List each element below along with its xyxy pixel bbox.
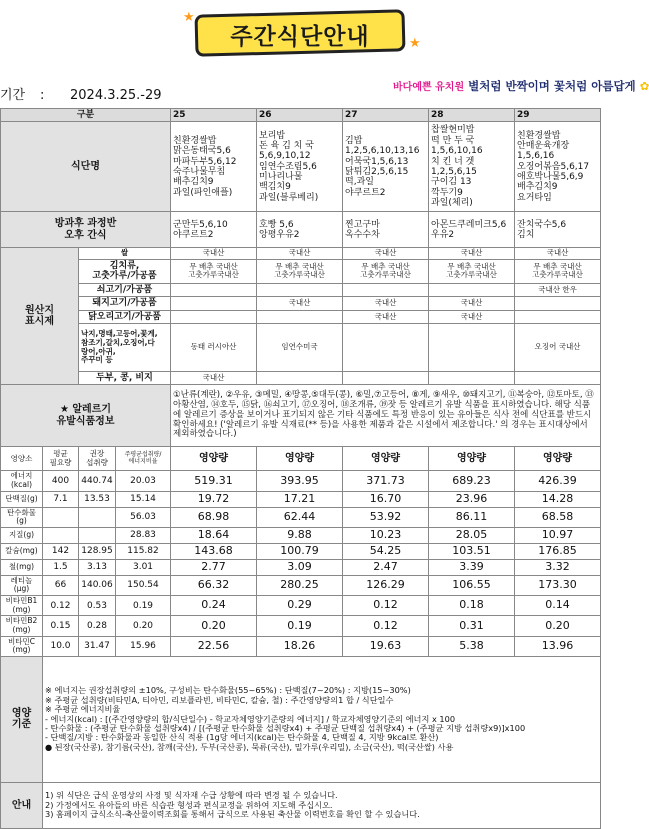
allergy-label-line2: 유발식품정보 [56, 415, 115, 427]
nutrient-week: 20.03 [116, 471, 171, 491]
slogan-text: 별처럼 반짝이며 꽃처럼 아름답게 [468, 79, 636, 93]
nutrient-day-value: 9.88 [257, 527, 343, 543]
nutrient-day-value: 22.56 [171, 636, 257, 656]
nutrition-day-header: 영양량 [171, 447, 257, 471]
nutrient-rec: 128.95 [79, 543, 116, 559]
notice-line: 2) 가정에서도 유아들의 바른 식습관 형성과 편식교정을 위하여 지도해 주십시오. [45, 799, 333, 810]
nutrient-day-value: 393.95 [257, 471, 343, 491]
nutrition-day-header: 영양량 [515, 447, 601, 471]
nutrient-day-value: 62.44 [257, 507, 343, 527]
allergy-info: ①난류(계란), ②우유, ③메밀, ④땅콩,⑤대두(콩), ⑥밀,⑦고등어, ⑧게, ⑨새우, ⑩돼지고기, ⑪복숭아, ⑫토마토, ⑬아황산염, ⑭호두, ⑮닭, ⑯쇠고기, ⑰오징어, ⑱조개류, ⑲잣 등 알레르기 유발 식품을 표시하였습니다. 해당 식품에 알레르기 증상을 보이거나 표기되지 않은 기타 식품에도 특정 반응이 있는 유아들은 식사 전에 식단표를 반드시 확인하세요! ('알레르기 유발 식재료(** 등)을 사용한 제품과 같은 시설에서 제조합니다.' 의 경우는 표시대상에서 제외하였습니다.) [171, 385, 601, 447]
nutrient-day-value: 10.23 [343, 527, 429, 543]
star-icon: ★ [183, 10, 195, 25]
nutrient-day-value: 126.29 [343, 575, 429, 595]
nutrient-week: 56.03 [116, 507, 171, 527]
origin-row [1, 283, 601, 296]
nutrition-row [1, 527, 601, 543]
standard-line: - 탄수화물 : (주평균 탄수화물 섭취량x4) / [(주평균 탄수화물 섭취량x4) + 주평균 단백질 섭취량x4) + (주평균 지방 섭취량x9)]x100 [45, 723, 526, 734]
nutrient-week: 150.54 [116, 575, 171, 595]
origin-cell: 국내산 한우 [515, 283, 601, 296]
nutrition-day-header: 영양량 [429, 447, 515, 471]
origin-cell: 국내산 [171, 248, 257, 260]
header-label: 구분 [1, 109, 171, 122]
origin-cell [171, 283, 257, 296]
nutrient-day-value: 13.96 [515, 636, 601, 656]
nutrient-day-value: 0.20 [515, 616, 601, 636]
nutrition-col-avg: 평균 필요량 [43, 447, 79, 471]
nutrient-day-value: 19.72 [171, 491, 257, 507]
snack-label [1, 212, 171, 248]
nutrient-day-value: 23.96 [429, 491, 515, 507]
origin-cell [515, 372, 601, 385]
standard-line: ※ 에너지는 권장섭취량의 ±10%, 구성비는 탄수화물(55~65%) : 단백질(7~20%) : 지방(15~30%) [45, 685, 411, 696]
allergy-row [1, 385, 601, 447]
nutrient-rec: 0.53 [79, 596, 116, 616]
origin-cell: 국내산 [343, 310, 429, 323]
origin-item-name: 두부, 콩, 비지 [79, 372, 171, 385]
standard-line: - 에너지(kcal) : [(주간영양량의 합/식단일수) - 학교자체영양기준량의 에너지] / 학교자체영양기준의 에너지 x 100 [45, 713, 456, 724]
nutrient-day-value: 280.25 [257, 575, 343, 595]
nutrient-day-value: 3.32 [515, 559, 601, 575]
flower-icon: ✿ [639, 79, 649, 93]
snack-label-line1: 방과후 과정반 [54, 218, 117, 230]
origin-cell: 무 배추 국내산 고춧가루국내산 [429, 259, 515, 283]
period-colon: : [40, 88, 45, 103]
nutrition-row [1, 471, 601, 491]
snack-label-line2: 오후 간식 [64, 229, 107, 241]
origin-label-line1: 원산지 [25, 304, 54, 316]
menu-row [1, 122, 601, 212]
origin-row [1, 310, 601, 323]
snack-row [1, 212, 601, 248]
origin-cell: 국내산 [429, 310, 515, 323]
nutrition-col-name: 영양소 [1, 447, 43, 471]
nutrient-avg: 0.15 [43, 616, 79, 636]
origin-cell: 국내산 [429, 297, 515, 310]
day-header: 25 [171, 109, 257, 122]
menu-label: 식단명 [1, 122, 171, 212]
nutrient-week: 0.20 [116, 616, 171, 636]
origin-item-name: 쇠고기/가공품 [79, 283, 171, 296]
origin-cell: 무 배추 국내산 고춧가루국내산 [515, 259, 601, 283]
origin-cell: 국내산 [257, 248, 343, 260]
nutrition-row [1, 507, 601, 527]
nutrient-day-value: 519.31 [171, 471, 257, 491]
origin-cell: 무 배추 국내산 고춧가루국내산 [171, 259, 257, 283]
nutrient-day-value: 100.79 [257, 543, 343, 559]
nutrient-week: 15.96 [116, 636, 171, 656]
origin-cell [171, 297, 257, 310]
nutrient-week: 15.14 [116, 491, 171, 507]
origin-item-name: 김치류, 고춧가루/가공품 [79, 259, 171, 283]
nutrient-rec: 0.28 [79, 616, 116, 636]
nutrient-day-value: 0.19 [257, 616, 343, 636]
origin-cell: 동태 러시아산 [171, 324, 257, 372]
nutrition-header-row [1, 447, 601, 471]
nutrient-rec: 440.74 [79, 471, 116, 491]
menu-cell: 친환경쌀밥 안매운육개장1,5,6,16 오징어볶음5,6,17 애호박나물5,6,9 배추김치9 요거타임 [515, 122, 601, 212]
day-header: 29 [515, 109, 601, 122]
nutrient-day-value: 18.64 [171, 527, 257, 543]
allergy-label [1, 385, 171, 447]
nutrition-row [1, 543, 601, 559]
nutrient-week: 0.19 [116, 596, 171, 616]
nutrient-day-value: 3.09 [257, 559, 343, 575]
nutrient-day-value: 143.68 [171, 543, 257, 559]
nutrition-row [1, 596, 601, 616]
period-label: 기간 [0, 88, 26, 103]
standard-text [43, 656, 601, 782]
nutrient-day-value: 0.31 [429, 616, 515, 636]
nutrient-name: 비타민B2 (mg) [1, 616, 43, 636]
origin-cell: 국내산 [171, 372, 257, 385]
nutrient-day-value: 5.38 [429, 636, 515, 656]
nutrient-day-value: 173.30 [515, 575, 601, 595]
notice-text [43, 782, 601, 828]
origin-cell [343, 372, 429, 385]
nutrient-day-value: 16.70 [343, 491, 429, 507]
menu-cell: 친환경쌀밥 맑은동태국5,6 마파두부5,6,12 숙주나물무침 배추김치9 과일(파인애플) [171, 122, 257, 212]
snack-cell: 호빵 5,6 앙평우유2 [257, 212, 343, 248]
star-icon: ★ [409, 36, 421, 51]
origin-row [1, 297, 601, 310]
nutrition-row [1, 575, 601, 595]
origin-cell [257, 310, 343, 323]
standard-line: ※ 주평균 섭취량(비타민A, 티아민, 리보플라빈, 비타민C, 칼슘, 철) : 주간영양량의1 합 / 식단일수 [45, 694, 394, 705]
origin-cell: 국내산 [343, 248, 429, 260]
header-row [1, 109, 601, 122]
nutrient-day-value: 0.18 [429, 596, 515, 616]
nutrient-day-value: 86.11 [429, 507, 515, 527]
nutrient-day-value: 0.12 [343, 616, 429, 636]
nutrition-row [1, 491, 601, 507]
nutrient-avg: 0.12 [43, 596, 79, 616]
day-header: 26 [257, 109, 343, 122]
snack-cell: 아몬드쿠레미크5,6 우유2 [429, 212, 515, 248]
nutrient-rec [79, 527, 116, 543]
nutrient-avg [43, 527, 79, 543]
period [0, 84, 162, 103]
day-header: 28 [429, 109, 515, 122]
title-banner [183, 8, 421, 58]
menu-cell: 보리밥 돈 육 김 치 국 5,6,9,10,12 임연수조림5,6 미나리나물 백김치9 과일(블루베리) [257, 122, 343, 212]
standard-label [1, 656, 43, 782]
notice-label: 안내 [1, 782, 43, 828]
menu-cell: 김밥1,2,5,6,10,13,16 어묵국1,5,6,13 닭튀김2,5,6,15 떡,과일 야쿠르트2 [343, 122, 429, 212]
nutrient-day-value: 0.29 [257, 596, 343, 616]
nutrition-row [1, 636, 601, 656]
notice-line: 1) 위 식단은 급식 운영상의 사정 및 식자재 수급 상황에 따라 변경 될 수 있습니다. [45, 790, 338, 801]
nutrient-day-value: 0.14 [515, 596, 601, 616]
nutrition-body [1, 471, 601, 657]
standard-label-line2: 기준 [11, 719, 32, 731]
nutrient-name: 칼슘(mg) [1, 543, 43, 559]
standard-line: ● 된장(국산콩), 참기름(국산), 참깨(국산), 두부(국산콩), 묵류(국산), 밀가루(우리밀), 소금(국산), 떡(국산쌀) 사용 [45, 741, 454, 752]
notice-row [1, 782, 601, 828]
nutrient-day-value: 3.39 [429, 559, 515, 575]
origin-row [1, 248, 601, 260]
weekly-menu-table [0, 108, 601, 829]
origin-item-name: 쌀 [79, 248, 171, 260]
nutrient-day-value: 14.28 [515, 491, 601, 507]
origin-cell: 국내산 [343, 297, 429, 310]
origin-cell: 오징어 국내산 [515, 324, 601, 372]
origin-label-line2: 표시제 [25, 316, 54, 328]
origin-cell [429, 283, 515, 296]
nutrient-name: 단백질(g) [1, 491, 43, 507]
origin-row [1, 259, 601, 283]
day-header: 27 [343, 109, 429, 122]
nutrient-day-value: 0.12 [343, 596, 429, 616]
snack-cell: 찐고구마 옥수수차 [343, 212, 429, 248]
nutrition-row [1, 616, 601, 636]
nutrition-day-header: 영양량 [257, 447, 343, 471]
allergy-label-line1: ★ 알레르기 [59, 404, 112, 416]
nutrient-avg [43, 507, 79, 527]
nutrient-day-value: 106.55 [429, 575, 515, 595]
standard-line: - 단백질/지방 : 탄수화물과 동일한 산식 적용 (1g당 에너지(kcal)는 탄수화물 4, 단백질 4, 지방 9kcal로 환산) [45, 732, 439, 743]
nutrient-day-value: 371.73 [343, 471, 429, 491]
origin-item-name: 닭오리고기/가공품 [79, 310, 171, 323]
menu-cell: 찹쌀현미밥 떡 만 두 국 1,5,6,10,16 치 킨 너 겟 1,2,5,6,15 구이김 13 깍두기9 과일(체리) [429, 122, 515, 212]
nutrient-avg: 142 [43, 543, 79, 559]
nutrient-name: 탄수화물 (g) [1, 507, 43, 527]
nutrient-day-value: 68.58 [515, 507, 601, 527]
origin-cell: 무 배추 국내산 고춧가루국내산 [343, 259, 429, 283]
nutrient-rec: 140.06 [79, 575, 116, 595]
origin-cell [343, 283, 429, 296]
nutrient-week: 28.83 [116, 527, 171, 543]
nutrient-rec: 31.47 [79, 636, 116, 656]
standard-line: ※ 주평균 에너지비율 [45, 704, 121, 715]
nutrient-day-value: 10.97 [515, 527, 601, 543]
nutrient-day-value: 17.21 [257, 491, 343, 507]
origin-cell: 임연수미국 [257, 324, 343, 372]
nutrient-day-value: 2.77 [171, 559, 257, 575]
nutrient-avg: 7.1 [43, 491, 79, 507]
nutrient-rec: 3.13 [79, 559, 116, 575]
nutrient-week: 3.01 [116, 559, 171, 575]
nutrient-day-value: 19.63 [343, 636, 429, 656]
nutrient-avg: 10.0 [43, 636, 79, 656]
origin-cell [171, 310, 257, 323]
origin-cell: 국내산 [515, 248, 601, 260]
nutrient-rec: 13.53 [79, 491, 116, 507]
nutrient-avg: 1.5 [43, 559, 79, 575]
nutrient-day-value: 103.51 [429, 543, 515, 559]
standard-row [1, 656, 601, 782]
origin-item-name: 낙지,명태,고등어,꽃게, 참조기,갈치,오징어,다 랑어,아귀, 주꾸미 등 [79, 324, 171, 372]
origin-cell: 국내산 [257, 297, 343, 310]
origin-label [1, 248, 79, 385]
page-title: 주간식단안내 [230, 24, 370, 50]
origin-cell [257, 283, 343, 296]
nutrition-day-header: 영양량 [343, 447, 429, 471]
nutrition-col-rec: 권장 섭취량 [79, 447, 116, 471]
nutrient-day-value: 0.20 [171, 616, 257, 636]
nutrient-name: 비타민C (mg) [1, 636, 43, 656]
period-value: 2024.3.25.-29 [70, 88, 162, 103]
nutrient-week: 115.82 [116, 543, 171, 559]
origin-cell [515, 297, 601, 310]
nutrient-day-value: 68.98 [171, 507, 257, 527]
nutrient-day-value: 176.85 [515, 543, 601, 559]
kindergarten-name: 바다예쁜 유치원 [393, 82, 465, 93]
nutrition-row [1, 559, 601, 575]
origin-row [1, 324, 601, 372]
nutrient-day-value: 2.47 [343, 559, 429, 575]
kindergarten-slogan [393, 78, 649, 100]
origin-cell [343, 324, 429, 372]
nutrient-day-value: 53.92 [343, 507, 429, 527]
nutrient-day-value: 66.32 [171, 575, 257, 595]
origin-cell [429, 372, 515, 385]
nutrient-day-value: 689.23 [429, 471, 515, 491]
nutrient-day-value: 28.05 [429, 527, 515, 543]
nutrient-name: 레티놀(μg) [1, 575, 43, 595]
origin-cell: 무 배추 국내산 고춧가루국내산 [257, 259, 343, 283]
standard-label-line1: 영양 [11, 707, 32, 719]
nutrient-avg: 66 [43, 575, 79, 595]
nutrient-day-value: 426.39 [515, 471, 601, 491]
notice-line: 3) 홈페이지 급식소식-축산물이력조회를 통해서 급식으로 사용된 축산물 이력번호를 확인 할 수 있습니다. [45, 809, 420, 820]
snack-cell: 잔치국수5,6 김치 [515, 212, 601, 248]
nutrient-name: 철(mg) [1, 559, 43, 575]
nutrient-name: 에너지 (kcal) [1, 471, 43, 491]
nutrient-name: 지질(g) [1, 527, 43, 543]
nutrition-col-week: 주평균섭취량/ 에너지비율 [116, 447, 171, 471]
origin-cell [257, 372, 343, 385]
nutrient-name: 비타민B1 (mg) [1, 596, 43, 616]
origin-cell: 국내산 [429, 248, 515, 260]
nutrient-day-value: 54.25 [343, 543, 429, 559]
nutrient-day-value: 0.24 [171, 596, 257, 616]
origin-item-name: 돼지고기/가공품 [79, 297, 171, 310]
nutrient-avg: 400 [43, 471, 79, 491]
origin-cell [429, 324, 515, 372]
origin-row [1, 372, 601, 385]
nutrient-rec [79, 507, 116, 527]
origin-cell [515, 310, 601, 323]
snack-cell: 군만두5,6,10 야쿠르트2 [171, 212, 257, 248]
nutrient-day-value: 18.26 [257, 636, 343, 656]
